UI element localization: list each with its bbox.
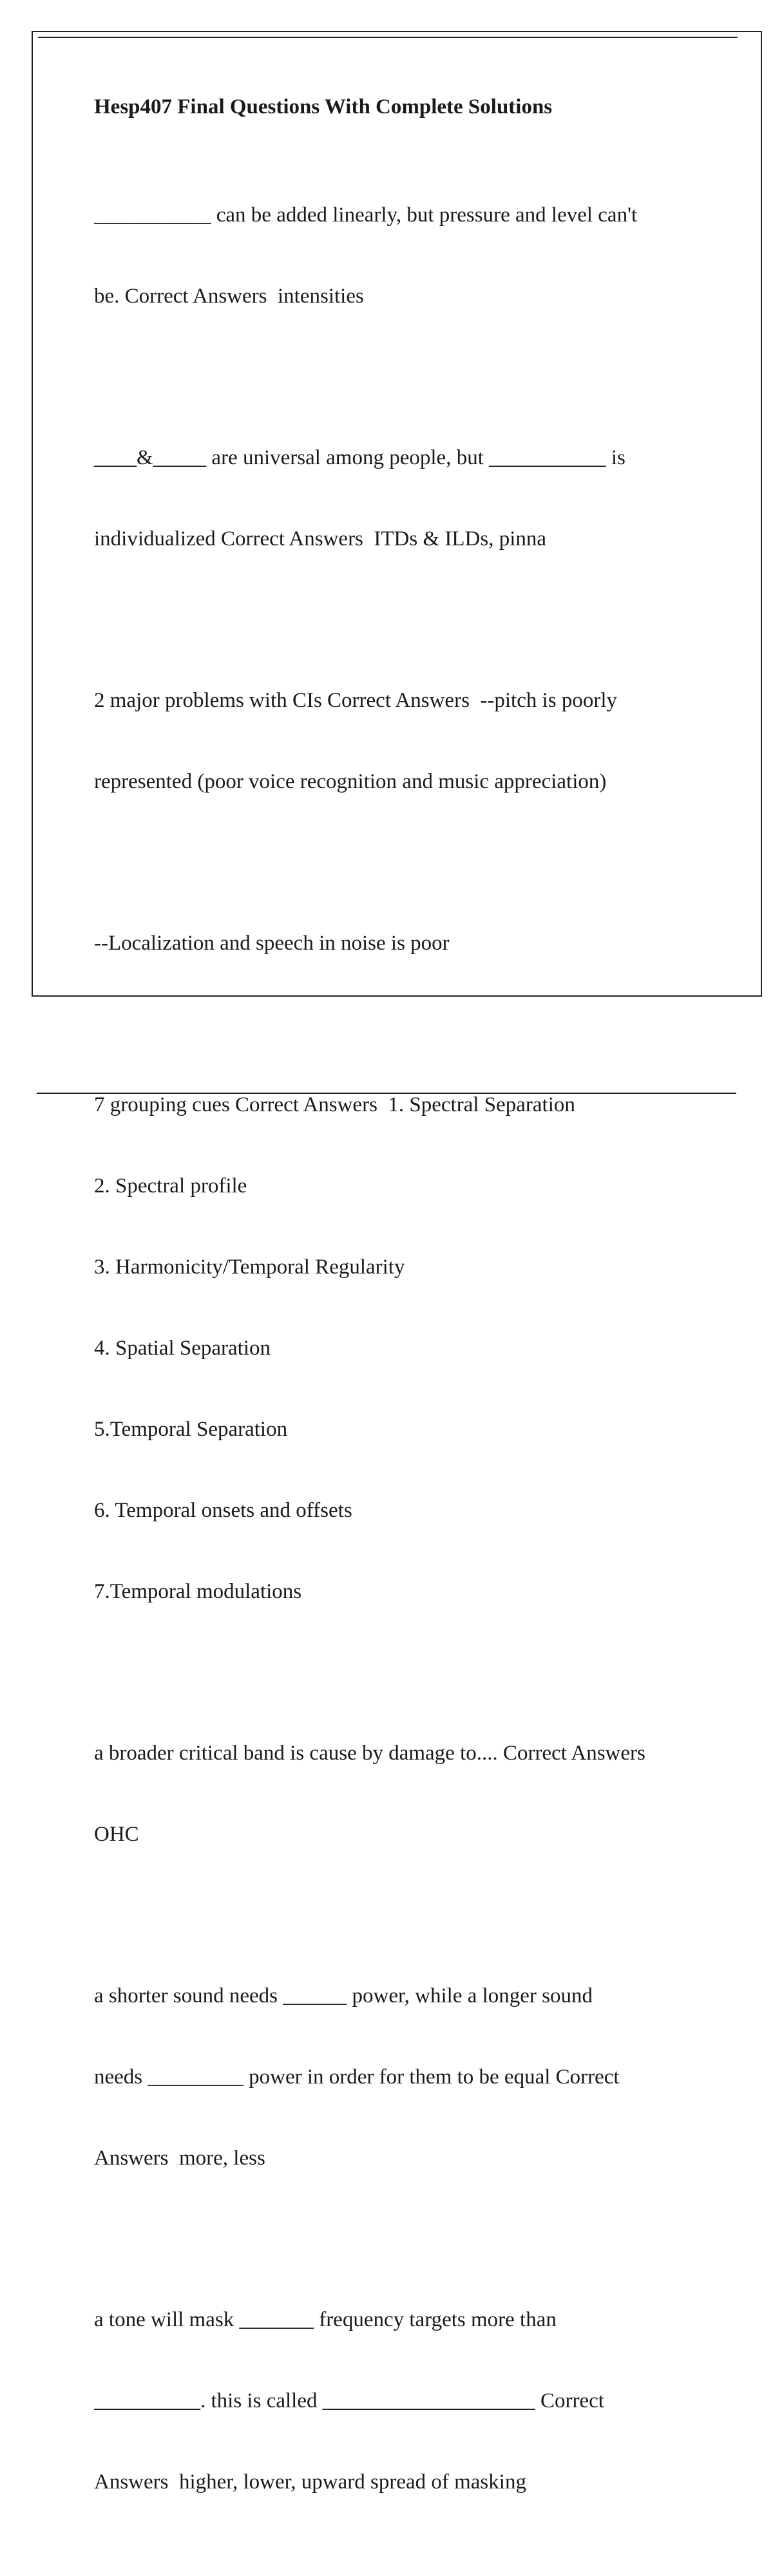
qa-entry-8 xyxy=(94,2252,712,2550)
qa-line: a shorter sound needs ______ power, while a longer sound xyxy=(94,1984,593,2007)
qa-line: __________. this is called ____________________ Correct xyxy=(94,2389,604,2412)
qa-line: ____&_____ are universal among people, but ___________ is xyxy=(94,446,625,469)
qa-entry-4 xyxy=(94,876,712,1011)
qa-line: a broader critical band is cause by damage to.... Correct Answers xyxy=(94,1742,645,1765)
qa-entry-1 xyxy=(94,147,712,364)
qa-line: ___________ can be added linearly, but pressure and level can't xyxy=(94,203,638,227)
qa-line: needs _________ power in order for them to be equal Correct xyxy=(94,2065,620,2089)
qa-entry-3 xyxy=(94,633,712,849)
qa-line: 2. Spectral profile xyxy=(94,1174,247,1198)
qa-line: Answers more, less xyxy=(94,2147,265,2170)
qa-entry-6 xyxy=(94,1686,712,1902)
qa-line: --Localization and speech in noise is poor xyxy=(94,932,450,955)
qa-entry-2 xyxy=(94,390,712,606)
qa-line: 5.Temporal Separation xyxy=(94,1418,288,1441)
qa-line: represented (poor voice recognition and music appreciation) xyxy=(94,770,607,793)
document-body xyxy=(94,93,712,2576)
qa-line: be. Correct Answers intensities xyxy=(94,285,364,308)
qa-line: 7 grouping cues Correct Answers 1. Spectral Separation xyxy=(94,1093,575,1116)
top-rule xyxy=(38,37,738,38)
qa-line: individualized Correct Answers ITDs & ILDs, pinna xyxy=(94,527,547,550)
bottom-rule xyxy=(37,1093,736,1094)
qa-line: 2 major problems with CIs Correct Answers --pitch is poorly xyxy=(94,689,618,712)
qa-line: 6. Temporal onsets and offsets xyxy=(94,1499,352,1522)
qa-line: 4. Spatial Separation xyxy=(94,1337,271,1360)
qa-line: 7.Temporal modulations xyxy=(94,1580,302,1603)
document-title: Hesp407 Final Questions With Complete Solutions xyxy=(94,95,553,118)
qa-entry-5 xyxy=(94,1037,712,1659)
qa-line: a tone will mask _______ frequency targets more than xyxy=(94,2308,557,2331)
qa-line: Answers higher, lower, upward spread of masking xyxy=(94,2470,526,2494)
qa-line: 3. Harmonicity/Temporal Regularity xyxy=(94,1255,405,1279)
qa-entry-7 xyxy=(94,1928,712,2226)
qa-line: OHC xyxy=(94,1823,139,1846)
